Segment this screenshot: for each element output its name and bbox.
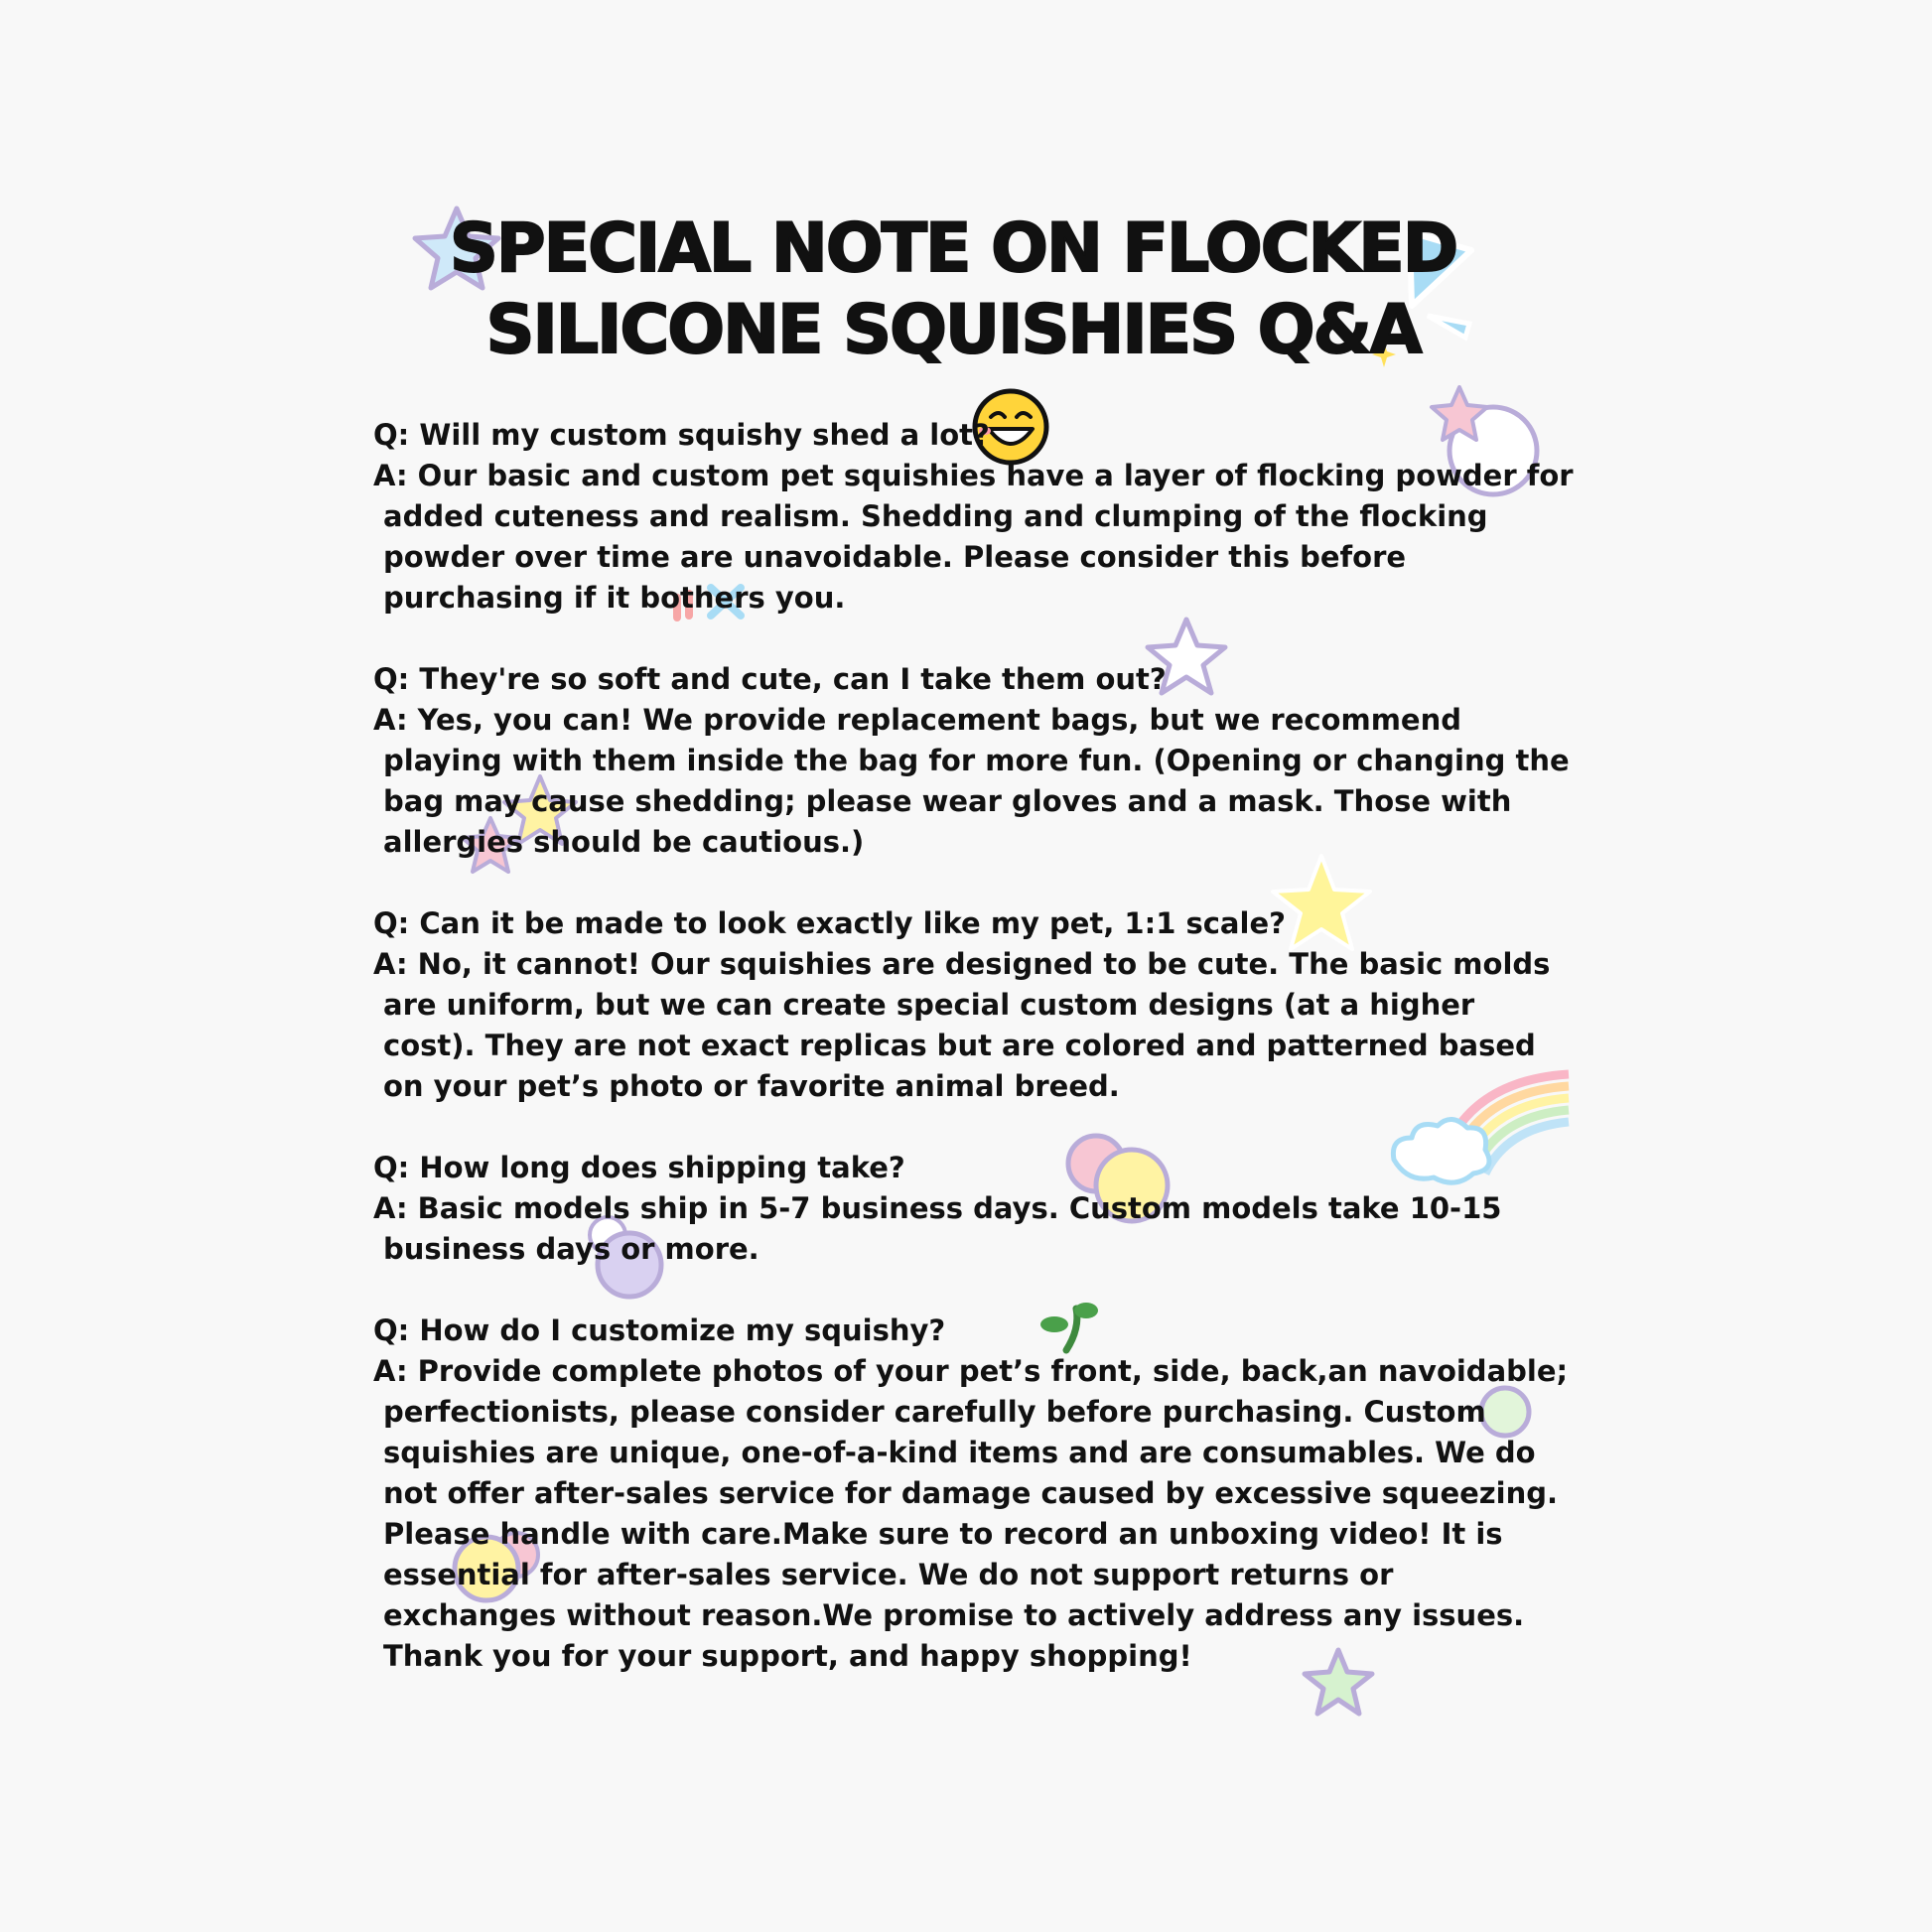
question: Q: How long does shipping take? [373,1151,905,1184]
answer: A: Our basic and custom pet squishies have a layer of flocking powder for added cuteness and realism. Shedding and clumping of the flocking powder over time are unavoidable. Please consider this before purchasing if it bothers you. [373,459,1574,615]
qa-item [373,659,1575,863]
answer: A: Basic models ship in 5-7 business days. Custom models take 10-15 business days or more. [373,1191,1502,1266]
question: Q: Can it be made to look exactly like my pet, 1:1 scale? [373,906,1286,940]
qa-item [373,415,1575,619]
qa-item [373,1311,1575,1677]
qa-item [373,903,1575,1107]
question: Q: They're so soft and cute, can I take them out? [373,662,1167,696]
qa-item [373,1148,1575,1270]
title-line-2: SILICONE SQUISHIES Q&A [485,291,1421,369]
page-title [377,208,1529,371]
question: Q: Will my custom squishy shed a lot? [373,418,990,452]
qa-list [373,415,1575,1718]
answer: A: No, it cannot! Our squishies are designed to be cute. The basic molds are uniform, but we can create special custom designs (at a higher cost). They are not exact replicas but are colored and patterned based on your pet’s photo or favorite animal breed. [373,947,1551,1103]
title-line-1: SPECIAL NOTE ON FLOCKED [449,209,1457,288]
question: Q: How do I customize my squishy? [373,1313,946,1347]
answer: A: Yes, you can! We provide replacement bags, but we recommend playing with them inside the bag for more fun. (Opening or changing the bag may cause shedding; please wear gloves and a mask. Those with allergies should be cautious.) [373,703,1570,859]
answer: A: Provide complete photos of your pet’s front, side, back,an navoidable; perfectionists, please consider carefully before purchasing. Custom squishies are unique, one-of-a-kind items and are consumables. We do not offer after-sales service for damage caused by excessive squeezing. Please handle with care.Make sure to record an unboxing video! It is essential for after-sales service. We do not support returns or exchanges without reason.We promise to actively address any issues. Thank you for your support, and happy shopping! [373,1354,1569,1673]
